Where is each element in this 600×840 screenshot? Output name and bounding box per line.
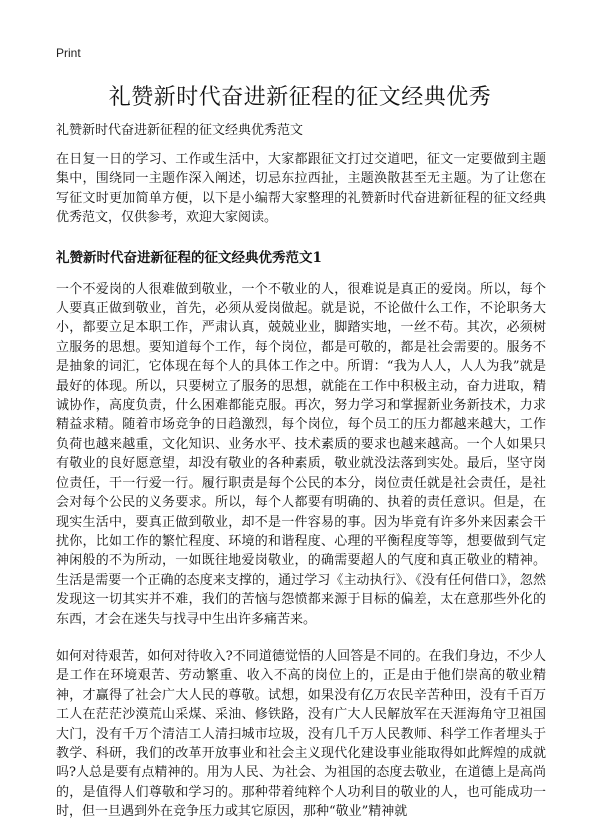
body-paragraph-1: 一个不爱岗的人很难做到敬业，一个不敬业的人，很难说是真正的爱岗。所以，每个人要真正做到敬业，首先，必须从爱岗做起。就是说，不论做什么工作，不论职务大小，都要立足本职工作，严肃认真，兢兢业业，脚踏实地，一丝不苟。其次，必须树立服务的思想。要知道每个工作，每个岗位，都是可敬的，都是社会需要的。服务不是抽象的词汇，它体现在每个人的具体工作之中。所谓：“我为人人，人人为我”就是最好的体现。所以，只要树立了服务的思想，就能在工作中积极主动，奋力进取，精诚协作，高度负责，什么困难都能克服。再次，努力学习和掌握新业务新技术，力求精益求精。随着市场竞争的日趋激烈，每个岗位，每个员工的压力都越来越大，工作负荷也越来越重，文化知识、业务水平、技术素质的要求也越来越高。一个人如果只有敬业的良好愿意望，却没有敬业的各种素质，敬业就没法落到实处。最后，坚守岗位责任，干一行爱一行。履行职责是每个公民的本分，岗位责任就是社会责任，是社会对每个公民的义务要求。所以，每个人都要有明确的、执着的责任意识。但是，在现实生活中，要真正做到敬业，却不是一件容易的事。因为毕竟有许多外来因素会干扰你，比如工作的繁忙程度、环境的和谐程度、心理的平衡程度等等，想要做到气定神闲般的不为所动，一如既往地爱岗敬业，的确需要超人的气度和真正敬业的精神。生活是需要一个正确的态度来支撑的，通过学习《主动执行》、《没有任何借口》，忽然发现这一切其实并不难，我们的苦恼与怨愤都来源于目标的偏差，太在意那些外化的东西，才会在迷失与找寻中生出许多痛苦来。 xyxy=(56,281,546,627)
document-body xyxy=(56,150,546,840)
document-subtitle: 礼赞新时代奋进新征程的征文经典优秀范文 xyxy=(56,123,304,138)
print-link[interactable]: Print xyxy=(56,46,81,60)
intro-paragraph: 在日复一日的学习、工作或生活中，大家都跟征文打过交道吧，征文一定要做到主题集中，围绕同一主题作深入阐述，切忌东拉西扯，主题涣散甚至无主题。为了让您在写征文时更加简单方便，以下是小编帮大家整理的礼赞新时代奋进新征程的征文经典优秀范文，仅供参考，欢迎大家阅读。 xyxy=(56,152,546,226)
body-paragraph-2: 如何对待艰苦，如何对待收入?不同道德觉悟的人回答是不同的。在我们身边，不少人是工作在环境艰苦、劳动繁重、收入不高的岗位上的，正是由于他们崇高的敬业精神，才赢得了社会广大人民的尊敬。试想，如果没有亿万农民辛苦种田，没有千百万工人在茫茫沙漠荒山采煤、采油、修铁路，没有广大人民解放军在天涯海角守卫祖国大门，没有千万个清洁工人清扫城市垃圾，没有几千万人民教师、科学工作者埋头于教学、科研，我们的改革开放事业和社会主义现代化建设事业能取得如此辉煌的成就吗?人总是要有点精神的。用为人民、为社会、为祖国的态度去敬业，在道德上是高尚的，是值得人们尊敬和学习的。那种带着纯粹个人功利目的敬业的人，也可能成功一时，但一旦遇到外在竞争压力或其它原因，那种“敬业”精神就 xyxy=(56,648,546,820)
section-heading: 礼赞新时代奋进新征程的征文经典优秀范文1 xyxy=(56,249,322,266)
document-title: 礼赞新时代奋进新征程的征文经典优秀 xyxy=(108,85,492,110)
